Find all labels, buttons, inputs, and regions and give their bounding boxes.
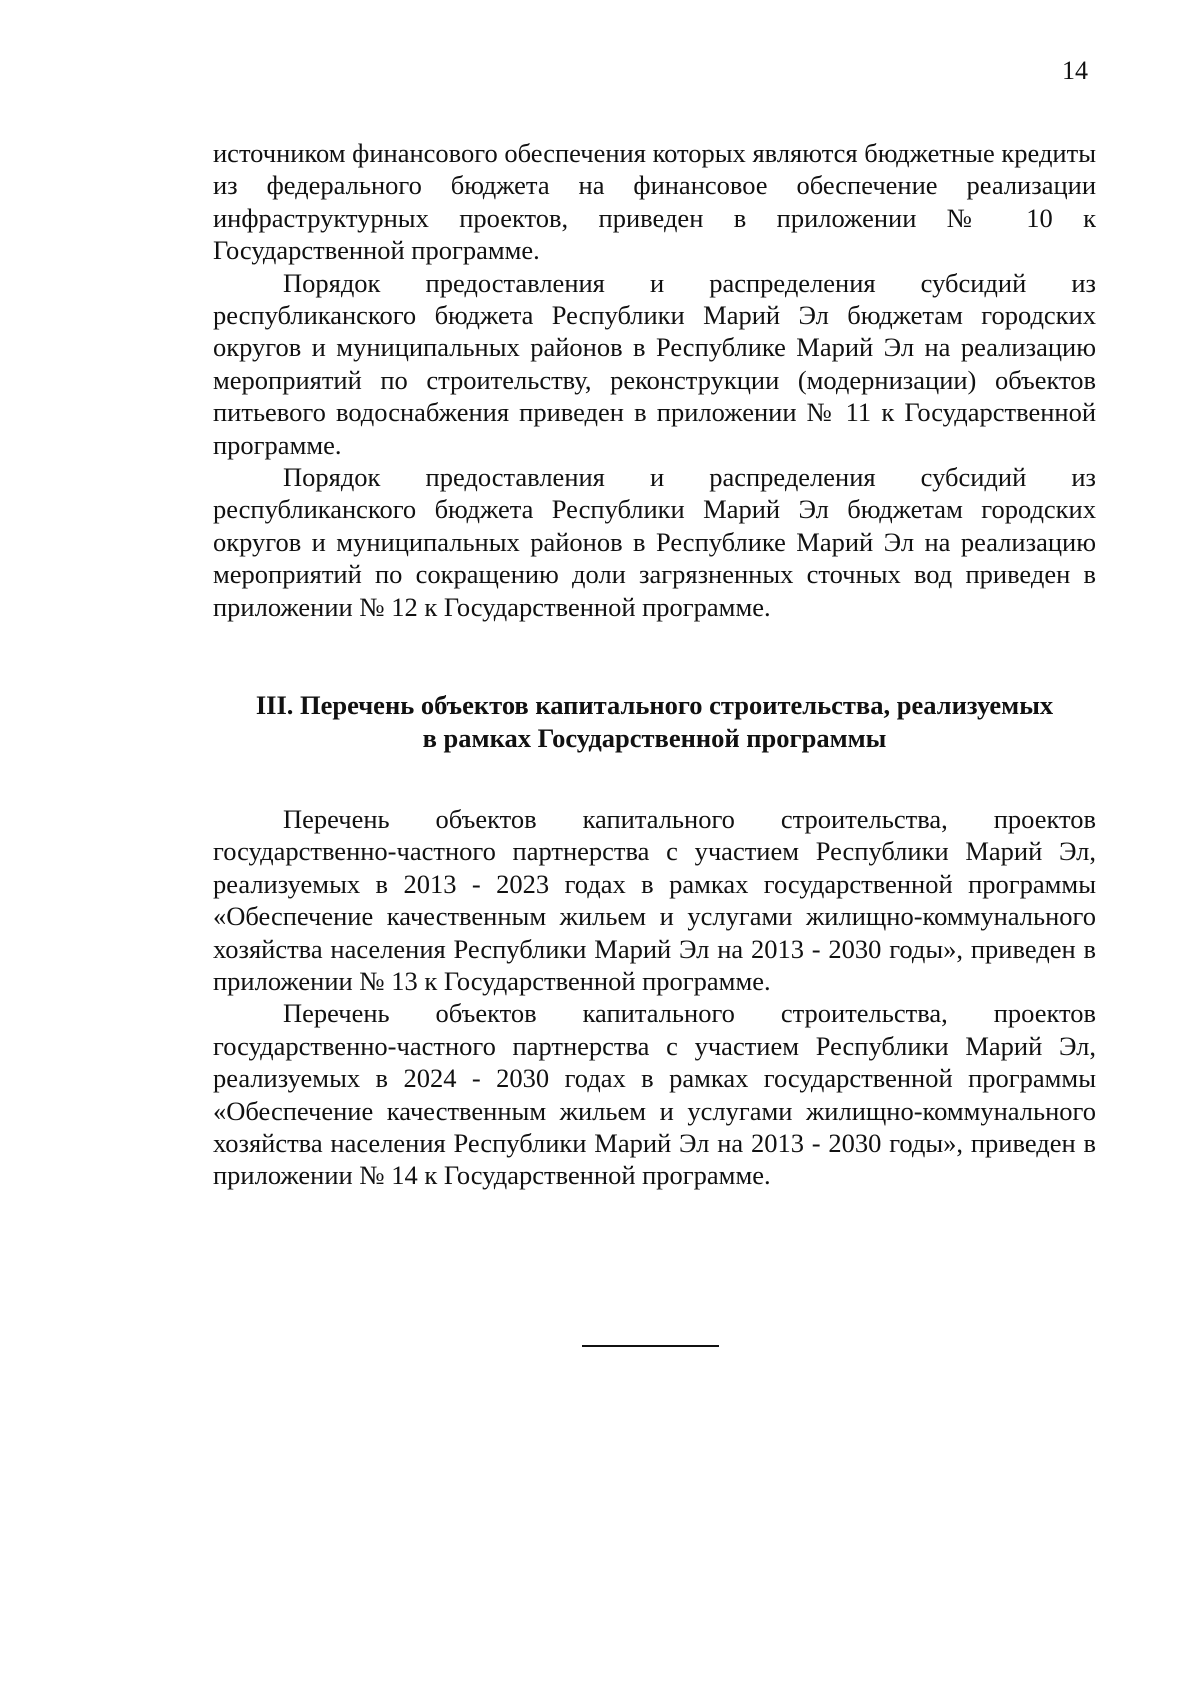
section-heading-line-2: в рамках Государственной программы: [422, 722, 887, 753]
paragraph-wastewater-subsidies: Порядок предоставления и распределения субсидий из республиканского бюджета Республики Марий Эл бюджетам городских округов и муниципальных районов в Республике Марий Эл на реализацию мероприятий по сокращению доли загрязненных сточных вод приведен в приложении № 12 к Государственной программе.: [213, 462, 1096, 622]
section-heading: [213, 689, 1096, 754]
document-body: [213, 137, 1096, 1192]
paragraph-objects-2024-2030: Перечень объектов капитального строительства, проектов государственно-частного партнерства с участием Республики Марий Эл, реализуемых в 2024 - 2030 годах в рамках государственной программы «Обеспечение качественным жильем и услугами жилищно-коммунального хозяйства населения Республики Марий Эл на 2013 - 2030 годы», приведен в приложении № 14 к Государственной программе.: [213, 998, 1096, 1191]
page-number: 14: [1062, 56, 1088, 85]
paragraph-water-supply-subsidies: Порядок предоставления и распределения субсидий из республиканского бюджета Республики Марий Эл бюджетам городских округов и муниципальных районов в Республике Марий Эл на реализацию мероприятий по строительству, реконструкции (модернизации) объектов питьевого водоснабжения приведен в приложении № 11 к Государственной программе.: [213, 267, 1096, 460]
closing-rule: [582, 1345, 719, 1347]
paragraph-funding-sources: источником финансового обеспечения которых являются бюджетные кредиты из федерального бюджета на финансовое обеспечение реализации инфраструктурных проектов, приведен в приложении № 10 к Государственной программе.: [213, 138, 1096, 266]
paragraph-objects-2013-2023: Перечень объектов капитального строительства, проектов государственно-частного партнерства с участием Республики Марий Эл, реализуемых в 2013 - 2023 годах в рамках государственной программы «Обеспечение качественным жильем и услугами жилищно-коммунального хозяйства населения Республики Марий Эл на 2013 - 2030 годы», приведен в приложении № 13 к Государственной программе.: [213, 803, 1096, 996]
section-heading-line-1: III. Перечень объектов капитального строительства, реализуемых: [255, 690, 1054, 721]
